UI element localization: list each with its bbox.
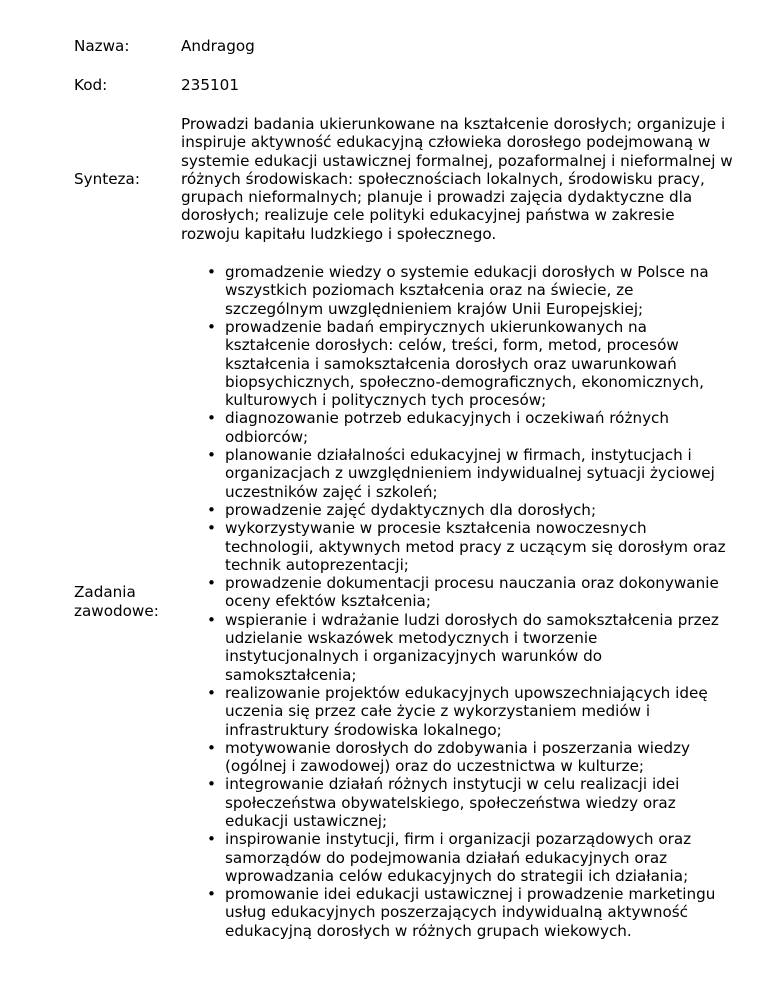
- name-value: Andragog: [181, 37, 255, 55]
- task-text: prowadzenie zajęć dydaktycznych dla dorosłych;: [225, 500, 597, 519]
- task-text: integrowanie działań różnych instytucji w celu realizacji idei społeczeństwa obywatelskiego, społeczeństwa wiedzy oraz edukacji ustawicznej;: [225, 775, 680, 830]
- bullet-icon: •: [207, 500, 216, 519]
- task-text: planowanie działalności edukacyjnej w firmach, instytucjach i organizacjach z uwzględnieniem indywidualnej sytuacji życiowej uczestników zajęć i szkoleń;: [225, 446, 715, 501]
- task-text: prowadzenie badań empirycznych ukierunkowanych na kształcenie dorosłych: celów, treści, form, metod, procesów kształcenia i samokształcenia dorosłych oraz uwarunkowań biopsychicznych, społeczno-demograficznych, ekonomicznych, kulturowych i politycznych tych procesów;: [225, 317, 704, 410]
- task-list-item: [181, 830, 734, 885]
- task-text: prowadzenie dokumentacji procesu nauczania oraz dokonywanie oceny efektów kształcenia;: [225, 574, 719, 611]
- task-list-item: [181, 446, 734, 501]
- bullet-icon: •: [207, 738, 216, 757]
- task-text: inspirowanie instytucji, firm i organizacji pozarządowych oraz samorządów do podejmowania działań edukacyjnych oraz wprowadzania celów edukacyjnych do strategii ich działania;: [225, 830, 692, 885]
- occupation-record-table: [74, 37, 734, 940]
- task-text: motywowanie dorosłych do zdobywania i poszerzania wiedzy (ogólnej i zawodowej) oraz do uczestnictwa w kulturze;: [225, 738, 690, 776]
- task-text: realizowanie projektów edukacyjnych upowszechniających ideę uczenia się przez całe życie z wykorzystaniem mediów i infrastruktury środowiska lokalnego;: [225, 683, 708, 739]
- task-text: wspieranie i wdrażanie ludzi dorosłych do samokształcenia przez udzielanie wskazówek metodycznych i tworzenie instytucjonalnych i organizacyjnych warunków do samokształcenia;: [225, 610, 719, 684]
- tasks-value: [181, 263, 734, 940]
- bullet-icon: •: [207, 683, 216, 702]
- task-list-item: [181, 263, 734, 318]
- bullet-icon: •: [207, 574, 216, 593]
- task-list-item: [181, 574, 734, 611]
- task-text: gromadzenie wiedzy o systemie edukacji dorosłych w Polsce na wszystkich poziomach kształcenia oraz na świecie, ze szczególnym uwzględnieniem krajów Unii Europejskiej;: [225, 263, 709, 318]
- task-text: diagnozowanie potrzeb edukacyjnych i oczekiwań różnych odbiorców;: [225, 409, 670, 446]
- code-label: Kod:: [74, 76, 108, 95]
- synthesis-row: [74, 115, 734, 263]
- task-list-item: [181, 409, 734, 446]
- code-value: 235101: [181, 76, 239, 94]
- name-row: [74, 37, 734, 76]
- name-label: Nazwa:: [74, 37, 130, 56]
- task-list-item: [181, 611, 734, 684]
- bullet-icon: •: [207, 775, 216, 794]
- synthesis-label: Synteza:: [74, 169, 140, 188]
- task-text: wykorzystywanie w procesie kształcenia nowoczesnych technologii, aktywnych metod pracy z uczącym się dorosłym oraz technik autoprezentacji;: [225, 519, 726, 574]
- bullet-icon: •: [207, 519, 216, 538]
- task-list: [181, 263, 734, 940]
- task-list-item: [181, 885, 734, 940]
- task-list-item: [181, 519, 734, 574]
- task-list-item: [181, 739, 734, 776]
- synthesis-value: Prowadzi badania ukierunkowane na kształcenie dorosłych; organizuje i inspiruje aktywność edukacyjną człowieka dorosłego podejmowaną w systemie edukacji ustawicznej formalnej, pozaformalnej i nieformalnej w różnych środowiskach: społecznościach lokalnych, środowisku pracy, grupach nieformalnych; planuje i prowadzi zajęcia dydaktyczne dla dorosłych; realizuje cele polityki edukacyjnej państwa w zakresie rozwoju kapitału ludzkiego i społecznego.: [181, 115, 733, 243]
- bullet-icon: •: [207, 446, 216, 465]
- task-list-item: [181, 684, 734, 739]
- bullet-icon: •: [207, 263, 216, 282]
- code-row: [74, 76, 734, 115]
- task-list-item: [181, 501, 734, 519]
- task-text: promowanie idei edukacji ustawicznej i prowadzenie marketingu usług edukacyjnych poszerzających indywidualną aktywność edukacyjną dorosłych w różnych grupach wiekowych.: [225, 885, 716, 940]
- task-list-item: [181, 775, 734, 830]
- bullet-icon: •: [207, 885, 216, 904]
- tasks-label: Zadania zawodowe:: [74, 583, 159, 620]
- tasks-row: [74, 263, 734, 940]
- task-list-item: [181, 318, 734, 409]
- bullet-icon: •: [207, 610, 216, 629]
- bullet-icon: •: [207, 830, 216, 849]
- bullet-icon: •: [207, 317, 216, 336]
- bullet-icon: •: [207, 409, 216, 428]
